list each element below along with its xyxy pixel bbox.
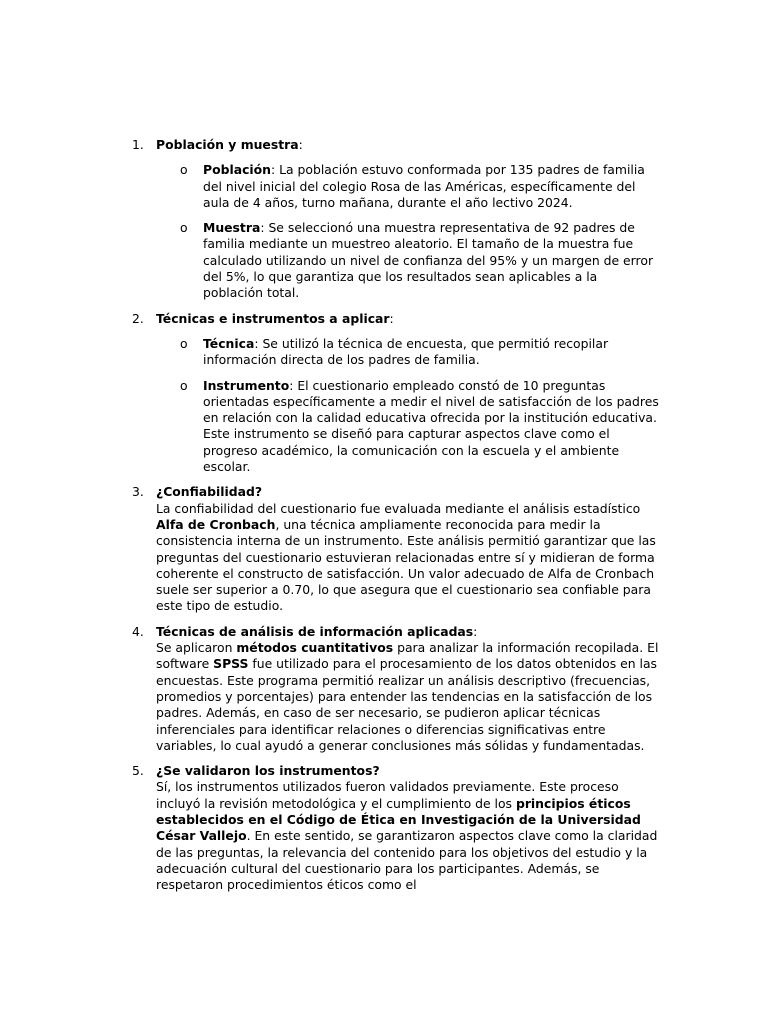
sub-item-body: : Se seleccionó una muestra representativa de 92 padres de familia mediante un muestreo aleatorio. El tamaño de la muestra fue calculado utilizando un nivel de confianza del 95% y un margen de error del 5%, lo que garantiza que los resultados sean aplicables a la población total. [203,220,654,301]
list-item-confiabilidad [0,484,661,614]
paragraph-bold: Alfa de Cronbach [156,516,276,532]
numbered-list [0,137,768,902]
list-item-tecnicas-analisis [0,624,661,754]
heading-colon: : [473,623,478,639]
sub-item-body: : La población estuvo conformada por 135 padres de familia del nivel inicial del colegio Rosa de las Américas, específicamente del aula de 4 años, turno mañana, durante el año lectivo 2024. [203,162,645,210]
heading-bold: Técnicas de análisis de información aplicadas [156,623,474,639]
paragraph-bold: métodos cuantitativos [236,640,394,656]
sub-item-text [203,336,661,369]
paragraph-text: La confiabilidad del cuestionario fue evaluada mediante el análisis estadístico [156,500,641,516]
sub-item-poblacion [0,162,661,211]
sub-list [156,162,661,301]
paragraph-text: Sí, los instrumentos utilizados fueron validados previamente. Este proceso incluyó la revisión metodológica y el cumplimiento de los [156,779,619,811]
item-heading [156,763,661,779]
item-paragraph [156,501,661,615]
heading-bold: ¿Se validaron los instrumentos? [156,763,380,779]
item-heading [156,484,661,500]
sub-item-term: Instrumento [203,377,290,393]
paragraph-text: para analizar la información recopilada. El software [156,640,659,672]
heading-bold: Población y muestra [156,137,299,152]
paragraph-text: fue utilizado para el procesamiento de los datos obtenidos en las encuestas. Este programa permitió realizar un análisis descriptivo (frecuencias, promedios y porcentajes) para entender las tendencias en la satisfacción de los padres. Además, en caso de ser necesario, se pudieron aplicar técnicas inferenciales para identificar relaciones o diferencias significativas entre variables, lo cual ayudó a generar conclusiones más sólidas y fundamentadas. [156,656,657,753]
bullet: o [180,220,188,236]
item-heading [156,624,661,640]
item-heading [156,311,661,327]
sub-item-term: Muestra [203,220,261,236]
heading-colon: : [298,137,303,152]
sub-item-instrumento [0,378,661,476]
list-number: 2. [132,310,144,326]
sub-item-text [203,378,661,476]
bullet: o [180,335,188,351]
sub-item-text [203,220,661,301]
paragraph-bold: principios éticos establecidos en el Código de Ética en Investigación de la Universidad César Vallejo [156,795,641,844]
sub-item-body: : El cuestionario empleado constó de 10 preguntas orientadas específicamente a medir el nivel de satisfacción de los padres en relación con la calidad educativa ofrecida por la institución educativa. Este instrumento se diseñó para capturar aspectos clave como el progreso académico, la comunicación con la escuela y el ambiente escolar. [203,377,659,475]
heading-bold: Técnicas e instrumentos a aplicar [156,310,390,326]
item-paragraph [156,779,661,893]
sub-item-term: Población [203,162,271,178]
sub-item-body: : Se utilizó la técnica de encuesta, que permitió recopilar información directa de los padres de familia. [203,335,609,368]
list-number: 1. [132,137,144,152]
paragraph-text: , una técnica ampliamente reconocida para medir la consistencia interna de un instrumento. Este análisis permitió garantizar que las preguntas del cuestionario estuvieran relacionadas entre sí y midieran de forma coherente el constructo de satisfacción. Un valor adecuado de Alfa de Cronbach suele ser superior a 0.70, lo que asegura que el cuestionario sea confiable para este tipo de estudio. [156,516,656,614]
list-item-tecnicas-instrumentos [0,311,661,476]
bullet: o [180,377,188,393]
item-heading [156,137,661,153]
paragraph-text: . En este sentido, se garantizaron aspectos clave como la claridad de las preguntas, la relevancia del contenido para los objetivos del estudio y la adecuación cultural del cuestionario para los participantes. Además, se respetaron procedimientos éticos como el [156,828,658,893]
heading-colon: : [389,310,394,326]
sub-list [156,336,661,475]
sub-item-tecnica [0,336,661,369]
paragraph-text: Se aplicaron [156,640,237,656]
paragraph-bold: SPSS [213,656,249,672]
list-item-validacion [0,763,661,893]
list-number: 3. [132,484,144,500]
heading-bold: ¿Confiabilidad? [156,484,263,500]
item-paragraph [156,640,661,754]
list-item-poblacion-muestra [0,137,661,302]
list-number: 4. [132,623,144,639]
sub-item-text [203,162,661,211]
bullet: o [180,162,188,178]
sub-item-term: Técnica [203,335,255,351]
list-number: 5. [132,763,144,779]
sub-item-muestra [0,220,661,301]
